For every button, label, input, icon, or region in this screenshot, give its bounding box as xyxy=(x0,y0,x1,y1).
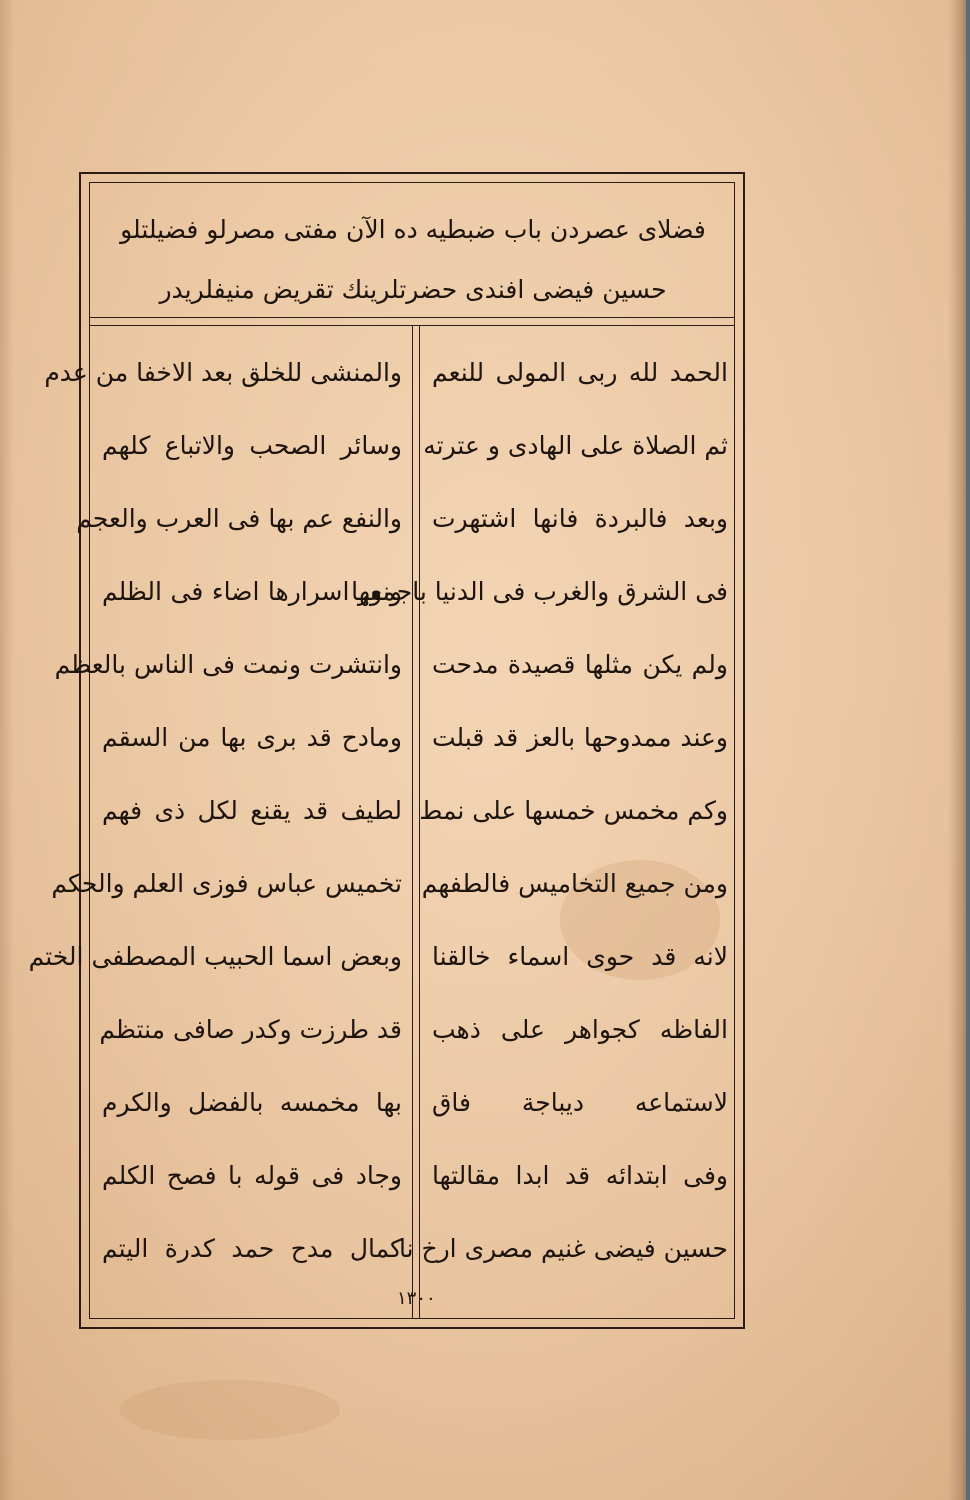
verse-column-right xyxy=(351,345,734,1294)
verse-line: والمنشی للخلق بعد الاخفا من عدم xyxy=(44,358,402,387)
verse-line: وبعض اسما الحبیب المصطفی الختم xyxy=(28,942,402,971)
verse-line: کمال مدح حمد کدرة الیتم xyxy=(102,1234,402,1263)
verse-line: وکم مخمس خمسها علی نمط xyxy=(419,796,728,825)
page-left-edge xyxy=(0,0,14,1500)
paper-stain xyxy=(120,1380,340,1440)
verse-line: ولم یکن مثلها قصیدة مدحت xyxy=(432,650,728,679)
verse-line: وبعد فالبردة فانها اشتهرت xyxy=(432,504,728,533)
verse-line: لانه قد حوی اسماء خالقنا xyxy=(432,942,728,971)
verse-line: فی الشرق والغرب فی الدنیا باجمعها xyxy=(351,577,728,606)
verse-column-left xyxy=(28,345,408,1294)
verse-line: ومن جمیع التخامیس فالطفهم xyxy=(421,869,728,898)
verse-line: بها مخمسه بالفضل والکرم xyxy=(102,1088,402,1117)
verse-line: ومادح قد بری بها من السقم xyxy=(102,723,402,752)
verse-line: ثم الصلاة علی الهادی و عترته xyxy=(423,431,728,460)
header-divider xyxy=(89,317,735,318)
verse-line: حسین فیضی غنیم مصری ارخ نا xyxy=(398,1234,728,1263)
page-right-edge xyxy=(966,0,970,1500)
header-line-2: حسین فیضی افندی حضرتلرینك تقریض منیفلریدر xyxy=(159,275,667,304)
verse-line: وانتشرت ونمت فی الناس بالعظم xyxy=(54,650,402,679)
verse-line: الحمد لله ربی المولی للنعم xyxy=(432,358,728,387)
verse-line: وجاد فی قوله با فصح الکلم xyxy=(102,1161,402,1190)
verse-line: وسائر الصحب والاتباع کلهم xyxy=(102,431,402,460)
verse-line: لطیف قد یقنع لکل ذی فهم xyxy=(102,796,402,825)
verse-line: والنفع عم بها فی العرب والعجم xyxy=(76,504,402,533)
header-line-1: فضلای عصردن باب ضبطیه دە الآن مفتی مصرلو فضیلتلو xyxy=(120,215,706,244)
column-divider xyxy=(412,325,413,1319)
verse-line: قد طرزت وکدر صافی منتظم xyxy=(99,1015,402,1044)
verse-line: الفاظه کجواهر علی ذهب xyxy=(432,1015,728,1044)
verse-line: وعند ممدوحها بالعز قد قبلت xyxy=(432,723,728,752)
verse-line: لاستماعه دیباجة فاق xyxy=(432,1088,728,1117)
chronogram-year: ١٣٠٠ xyxy=(397,1288,436,1309)
verse-line: تخمیس عباس فوزی العلم والحکم xyxy=(51,869,402,898)
verse-line: وفی ابتدائه قد ابدا مقالتها xyxy=(432,1161,728,1190)
verse-line: ونور اسرارها اضاء فی الظلم xyxy=(102,577,402,606)
